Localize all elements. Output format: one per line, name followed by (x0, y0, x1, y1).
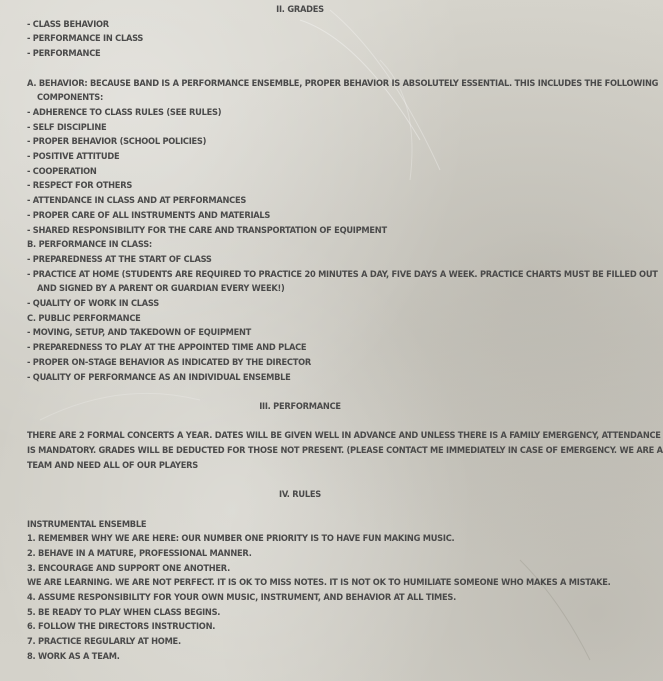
rule-item: 6. FOLLOW THE DIRECTORS INSTRUCTION. (27, 621, 216, 633)
behavior-item: - RESPECT FOR OTHERS (27, 180, 133, 192)
class-performance-item-continued: AND SIGNED BY A PARENT OR GUARDIAN EVERY WEEK!) (37, 283, 285, 295)
performance-paragraph-line: THERE ARE 2 FORMAL CONCERTS A YEAR. DATES WILL BE GIVEN WELL IN ADVANCE AND UNLESS THERE IS A FAMILY EMERGENCY, ATTENDANCE (27, 430, 661, 442)
rules-subheading: INSTRUMENTAL ENSEMBLE (27, 518, 147, 530)
public-performance-item: - MOVING, SETUP, AND TAKEDOWN OF EQUIPMENT (27, 327, 252, 339)
class-performance-item: - PREPAREDNESS AT THE START OF CLASS (27, 253, 212, 265)
document-body (27, 0, 663, 665)
rule-item: 4. ASSUME RESPONSIBILITY FOR YOUR OWN MUSIC, INSTRUMENT, AND BEHAVIOR AT ALL TIMES. (27, 592, 457, 604)
rule-item: 8. WORK AS A TEAM. (27, 650, 120, 662)
behavior-item: - ADHERENCE TO CLASS RULES (SEE RULES) (27, 106, 222, 118)
public-performance-item: - PREPAREDNESS TO PLAY AT THE APPOINTED TIME AND PLACE (27, 342, 307, 354)
rule-item: 3. ENCOURAGE AND SUPPORT ONE ANOTHER. (27, 562, 230, 574)
behavior-item: - PROPER CARE OF ALL INSTRUMENTS AND MATERIALS (27, 209, 271, 221)
grades-summary-item: - CLASS BEHAVIOR (27, 18, 109, 30)
class-performance-item: - QUALITY OF WORK IN CLASS (27, 298, 159, 310)
behavior-item: - COOPERATION (27, 165, 97, 177)
rule-note: WE ARE LEARNING. WE ARE NOT PERFECT. IT IS OK TO MISS NOTES. IT IS NOT OK TO HUMILIATE SOMEONE WHO MAKES A MISTAKE. (27, 577, 611, 589)
behavior-item: - SELF DISCIPLINE (27, 121, 107, 133)
behavior-item: - POSITIVE ATTITUDE (27, 151, 120, 163)
rule-item: 7. PRACTICE REGULARLY AT HOME. (27, 636, 181, 648)
rules-heading: IV. RULES (279, 489, 321, 501)
performance-heading: III. PERFORMANCE (259, 400, 341, 412)
behavior-item: - ATTENDANCE IN CLASS AND AT PERFORMANCES (27, 195, 247, 207)
class-performance-heading: B. PERFORMANCE IN CLASS: (27, 239, 152, 251)
behavior-item: - PROPER BEHAVIOR (SCHOOL POLICIES) (27, 136, 207, 148)
rule-item: 2. BEHAVE IN A MATURE, PROFESSIONAL MANNER. (27, 547, 252, 559)
rule-item: 5. BE READY TO PLAY WHEN CLASS BEGINS. (27, 606, 221, 618)
class-performance-item: - PRACTICE AT HOME (STUDENTS ARE REQUIRED TO PRACTICE 20 MINUTES A DAY, FIVE DAYS A WEEK. PRACTICE CHARTS MUST BE FILLED OUT (27, 268, 658, 280)
grades-summary-item: - PERFORMANCE (27, 48, 101, 60)
performance-paragraph-line: IS MANDATORY. GRADES WILL BE DEDUCTED FOR THOSE NOT PRESENT. (PLEASE CONTACT ME IMMEDIATELY IN CASE OF EMERGENCY. WE ARE A (27, 445, 663, 457)
public-performance-item: - QUALITY OF PERFORMANCE AS AN INDIVIDUAL ENSEMBLE (27, 371, 291, 383)
behavior-intro: A. BEHAVIOR: BECAUSE BAND IS A PERFORMANCE ENSEMBLE, PROPER BEHAVIOR IS ABSOLUTELY ESSENTIAL. THIS INCLUDES THE FOLLOWING (27, 77, 659, 89)
grades-summary-item: - PERFORMANCE IN CLASS (27, 33, 144, 45)
performance-paragraph-line: TEAM AND NEED ALL OF OUR PLAYERS (27, 459, 198, 471)
public-performance-heading: C. PUBLIC PERFORMANCE (27, 312, 141, 324)
behavior-intro-continued: COMPONENTS: (37, 92, 104, 104)
rule-item: 1. REMEMBER WHY WE ARE HERE: OUR NUMBER ONE PRIORITY IS TO HAVE FUN MAKING MUSIC. (27, 533, 455, 545)
public-performance-item: - PROPER ON-STAGE BEHAVIOR AS INDICATED BY THE DIRECTOR (27, 356, 311, 368)
behavior-item: - SHARED RESPONSIBILITY FOR THE CARE AND TRANSPORTATION OF EQUIPMENT (27, 224, 387, 236)
grades-heading: II. GRADES (276, 4, 324, 15)
